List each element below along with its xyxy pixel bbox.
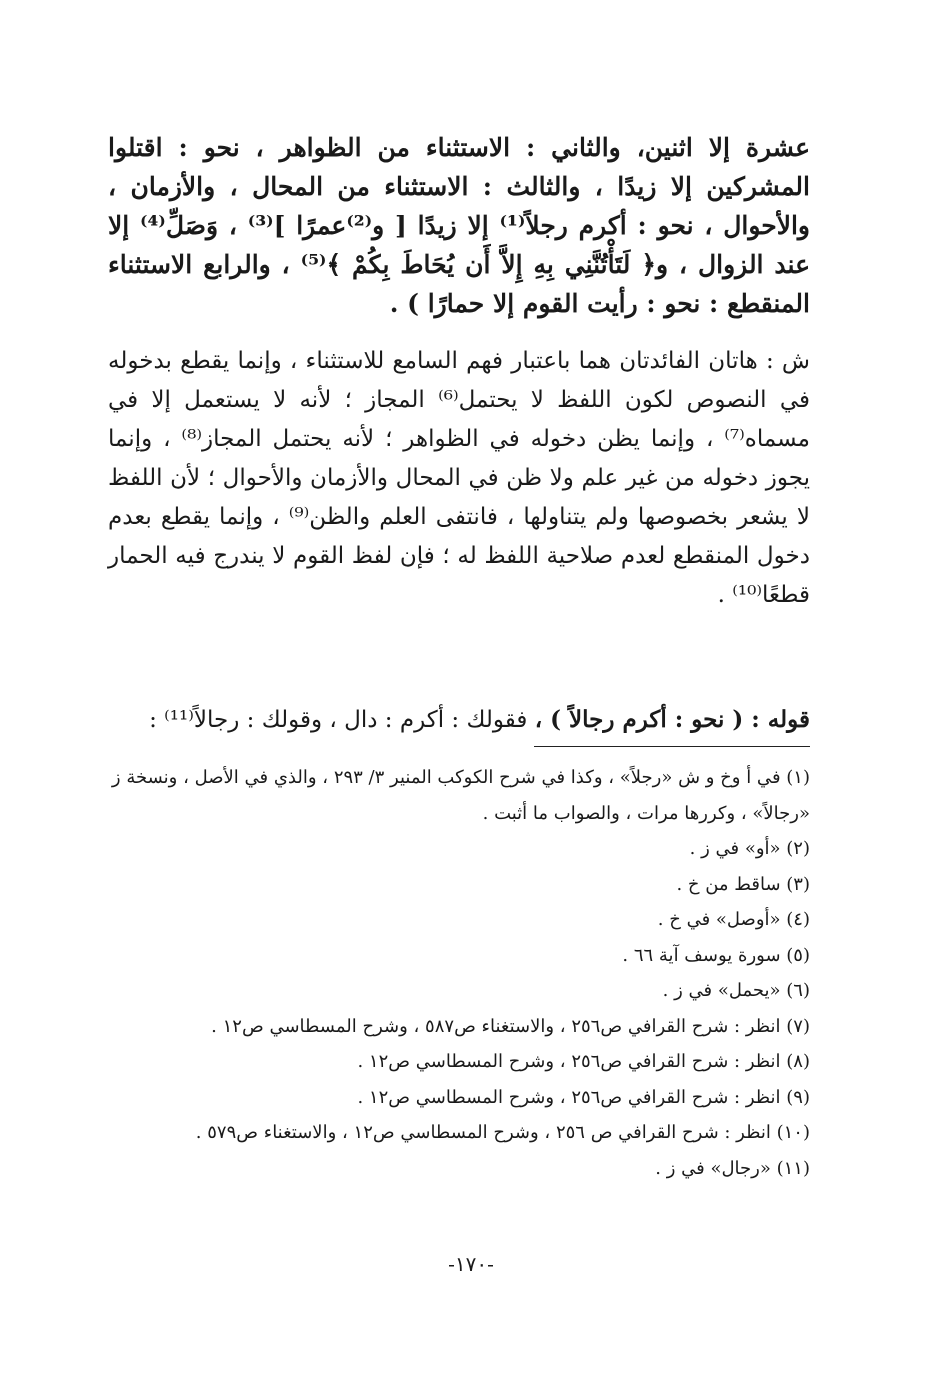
- commentary-text: هاتان الفائدتان هما باعتبار فهم السامع للاستثناء ، وإنما يقطع بدخوله في النصوص لكون اللفظ لا يحتمل⁽⁶⁾ المجاز ؛ لأنه لا يستعمل إلا في مسماه⁽⁷⁾ ، وإنما يظن دخوله في الظواهر ؛ لأنه يحتمل المجاز⁽⁸⁾ ، وإنما يجوز دخوله من غير علم ولا ظن في المحال والأزمان والأحوال ؛ لأن اللفظ لا يشعر بخصوصها ولم يتناولها ، فانتفى العلم والظن⁽⁹⁾ ، وإنما يقطع بعدم دخول المنقطع لعدم صلاحية اللفظ له ؛ فإن لفظ القوم لا يندرج فيه الحمار قطعًا⁽¹⁰⁾ .: [108, 348, 810, 608]
- quote-lead: قوله : ( نحو : أكرم رجالاً ) ،: [534, 706, 810, 733]
- footnote-9: (٩) انظر : شرح القرافي ص٢٥٦ ، وشرح المسطاسي ص١٢ .: [357, 1086, 810, 1108]
- main-text-paragraph: عشرة إلا اثنين، والثاني : الاستثناء من الظواهر ، نحو : اقتلوا المشركين إلا زيدًا ، والثالث : الاستثناء من المحال ، والأزمان ، والأحوال ، نحو : أكرم رجلاً⁽¹⁾ إلا زيدًا [ و⁽²⁾عمرًا ]⁽³⁾ ، وَصَلِّ⁽⁴⁾ إلا عند الزوال ، و﴿ لَتَأْتُنَّنِي بِهِ إِلاَّ أَن يُحَاطَ بِكُمْ ﴾⁽⁵⁾ ، والرابع الاستثناء المنقطع : نحو : رأيت القوم إلا حمارًا ) .: [108, 133, 811, 318]
- footnote-separator: [534, 746, 810, 747]
- footnote-1: (١) في أ وخ و ش «رجلاً» ، وكذا في شرح الكوكب المنير ٣/ ٢٩٣ ، والذي في الأصل ، ونسخة ز «رجالاً» ، وكررها مرات ، والصواب ما أثبت .: [111, 767, 810, 824]
- footnote-6: (٦) «يحمل» في ز .: [662, 980, 810, 1001]
- commentary-paragraph: [108, 342, 810, 615]
- page-number: -١٧٠-: [448, 1252, 494, 1276]
- footnote-3: (٣) ساقط من خ .: [676, 873, 810, 895]
- footnote-5: (٥) سورة يوسف آية ٦٦ .: [622, 944, 810, 966]
- footnote-2: (٢) «أو» في ز .: [689, 838, 810, 859]
- footnote-11: (١١) «رجال» في ز .: [655, 1157, 810, 1179]
- footnote-7: (٧) انظر : شرح القرافي ص٢٥٦ ، والاستغناء ص٥٨٧ ، وشرح المسطاسي ص١٢ .: [211, 1015, 810, 1037]
- footnotes-list: [108, 760, 810, 1186]
- footnote-10: (١٠) انظر : شرح القرافي ص ٢٥٦ ، وشرح المسطاسي ص١٢ ، والاستغناء ص٥٧٩ .: [195, 1122, 810, 1143]
- quote-rest: فقولك : أكرم : دال ، وقولك : رجالاً⁽¹¹⁾ :: [149, 707, 528, 733]
- quote-line: [108, 700, 810, 740]
- footnote-8: (٨) انظر : شرح القرافي ص٢٥٦ ، وشرح المسطاسي ص١٢ .: [357, 1051, 810, 1072]
- commentary-prefix: ش :: [765, 348, 810, 374]
- footnote-4: (٤) «أوصل» في خ .: [657, 909, 810, 930]
